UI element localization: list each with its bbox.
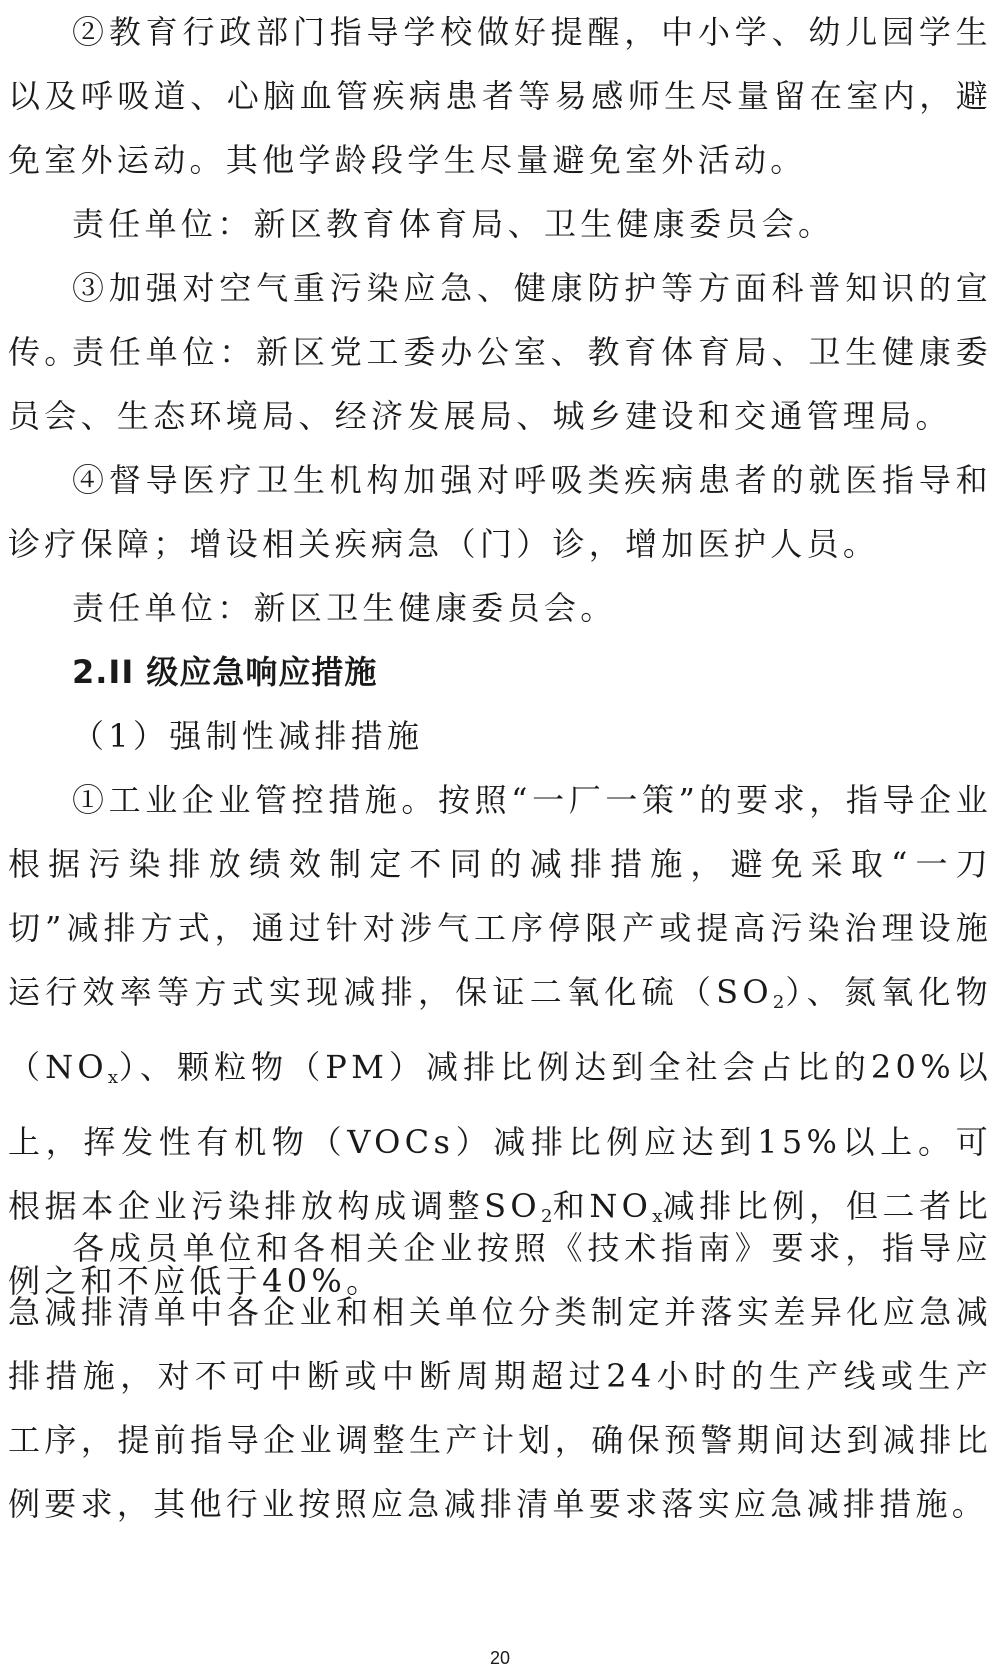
paragraph-school-guidance: ②教育行政部门指导学校做好提醒，中小学、幼儿园学生以及呼吸道、心脑血管疾病患者等易感师生尽量留在室内，避免室外运动。其他学龄段学生尽量避免室外活动。 (8, 13, 992, 179)
paragraph-responsible-units-3: 责任单位：新区卫生健康委员会。 (72, 589, 617, 627)
text-run: 减排比例，但二者比例之和不应低于40%。 (8, 1187, 992, 1300)
paragraph-responsible-units-1: 责任单位：新区教育体育局、卫生健康委员会。 (72, 205, 835, 243)
text-run: 和NO (552, 1187, 653, 1225)
page-number: 20 (489, 1648, 511, 1668)
paragraph-medical-guidance: ④督导医疗卫生机构加强对呼吸类疾病患者的就医指导和诊疗保障；增设相关疾病急（门）诊，增加医护人员。 (8, 461, 992, 563)
text-run: ）、氮氧化物（NO (8, 973, 992, 1086)
subsection-heading: （1）强制性减排措施 (72, 717, 424, 755)
text-run: ①工业企业管控措施。按照“一厂一策”的要求，指导企业根据污染排放绩效制定不同的减排措施，避免采取“一刀切”减排方式，通过针对涉气工序停限产或提高污染治理设施运行效率等方式实现减排，保证二氧化硫（SO (8, 781, 992, 1011)
paragraph-responsible-units-2: 责任单位：新区党工委办公室、教育体育局、卫生健康委员会、生态环境局、经济发展局、城乡建设和交通管理局。 (8, 333, 992, 435)
subscript: x (652, 1206, 663, 1227)
text-run: ）、颗粒物（PM）减排比例达到全社会占比的20%以上，挥发性有机物（VOCs）减排比例应达到15%以上。可根据本企业污染排放构成调整SO (8, 1048, 992, 1225)
paragraph-member-units: 各成员单位和各相关企业按照《技术指南》要求，指导应急减排清单中各企业和相关单位分类制定并落实差异化应急减排措施，对不可中断或中断周期超过24小时的生产线或生产工序，提前指导企业调整生产计划，确保预警期间达到减排比例要求，其他行业按照应急减排清单要求落实应急减排措施。 (8, 1229, 992, 1523)
section-heading: 2.II 级应急响应措施 (72, 653, 378, 691)
subscript: 2 (772, 992, 785, 1013)
paragraph-publicity: ③加强对空气重污染应急、健康防护等方面科普知识的宣传。 (8, 269, 992, 371)
subscript: x (107, 1067, 119, 1088)
subscript: 2 (540, 1206, 553, 1227)
